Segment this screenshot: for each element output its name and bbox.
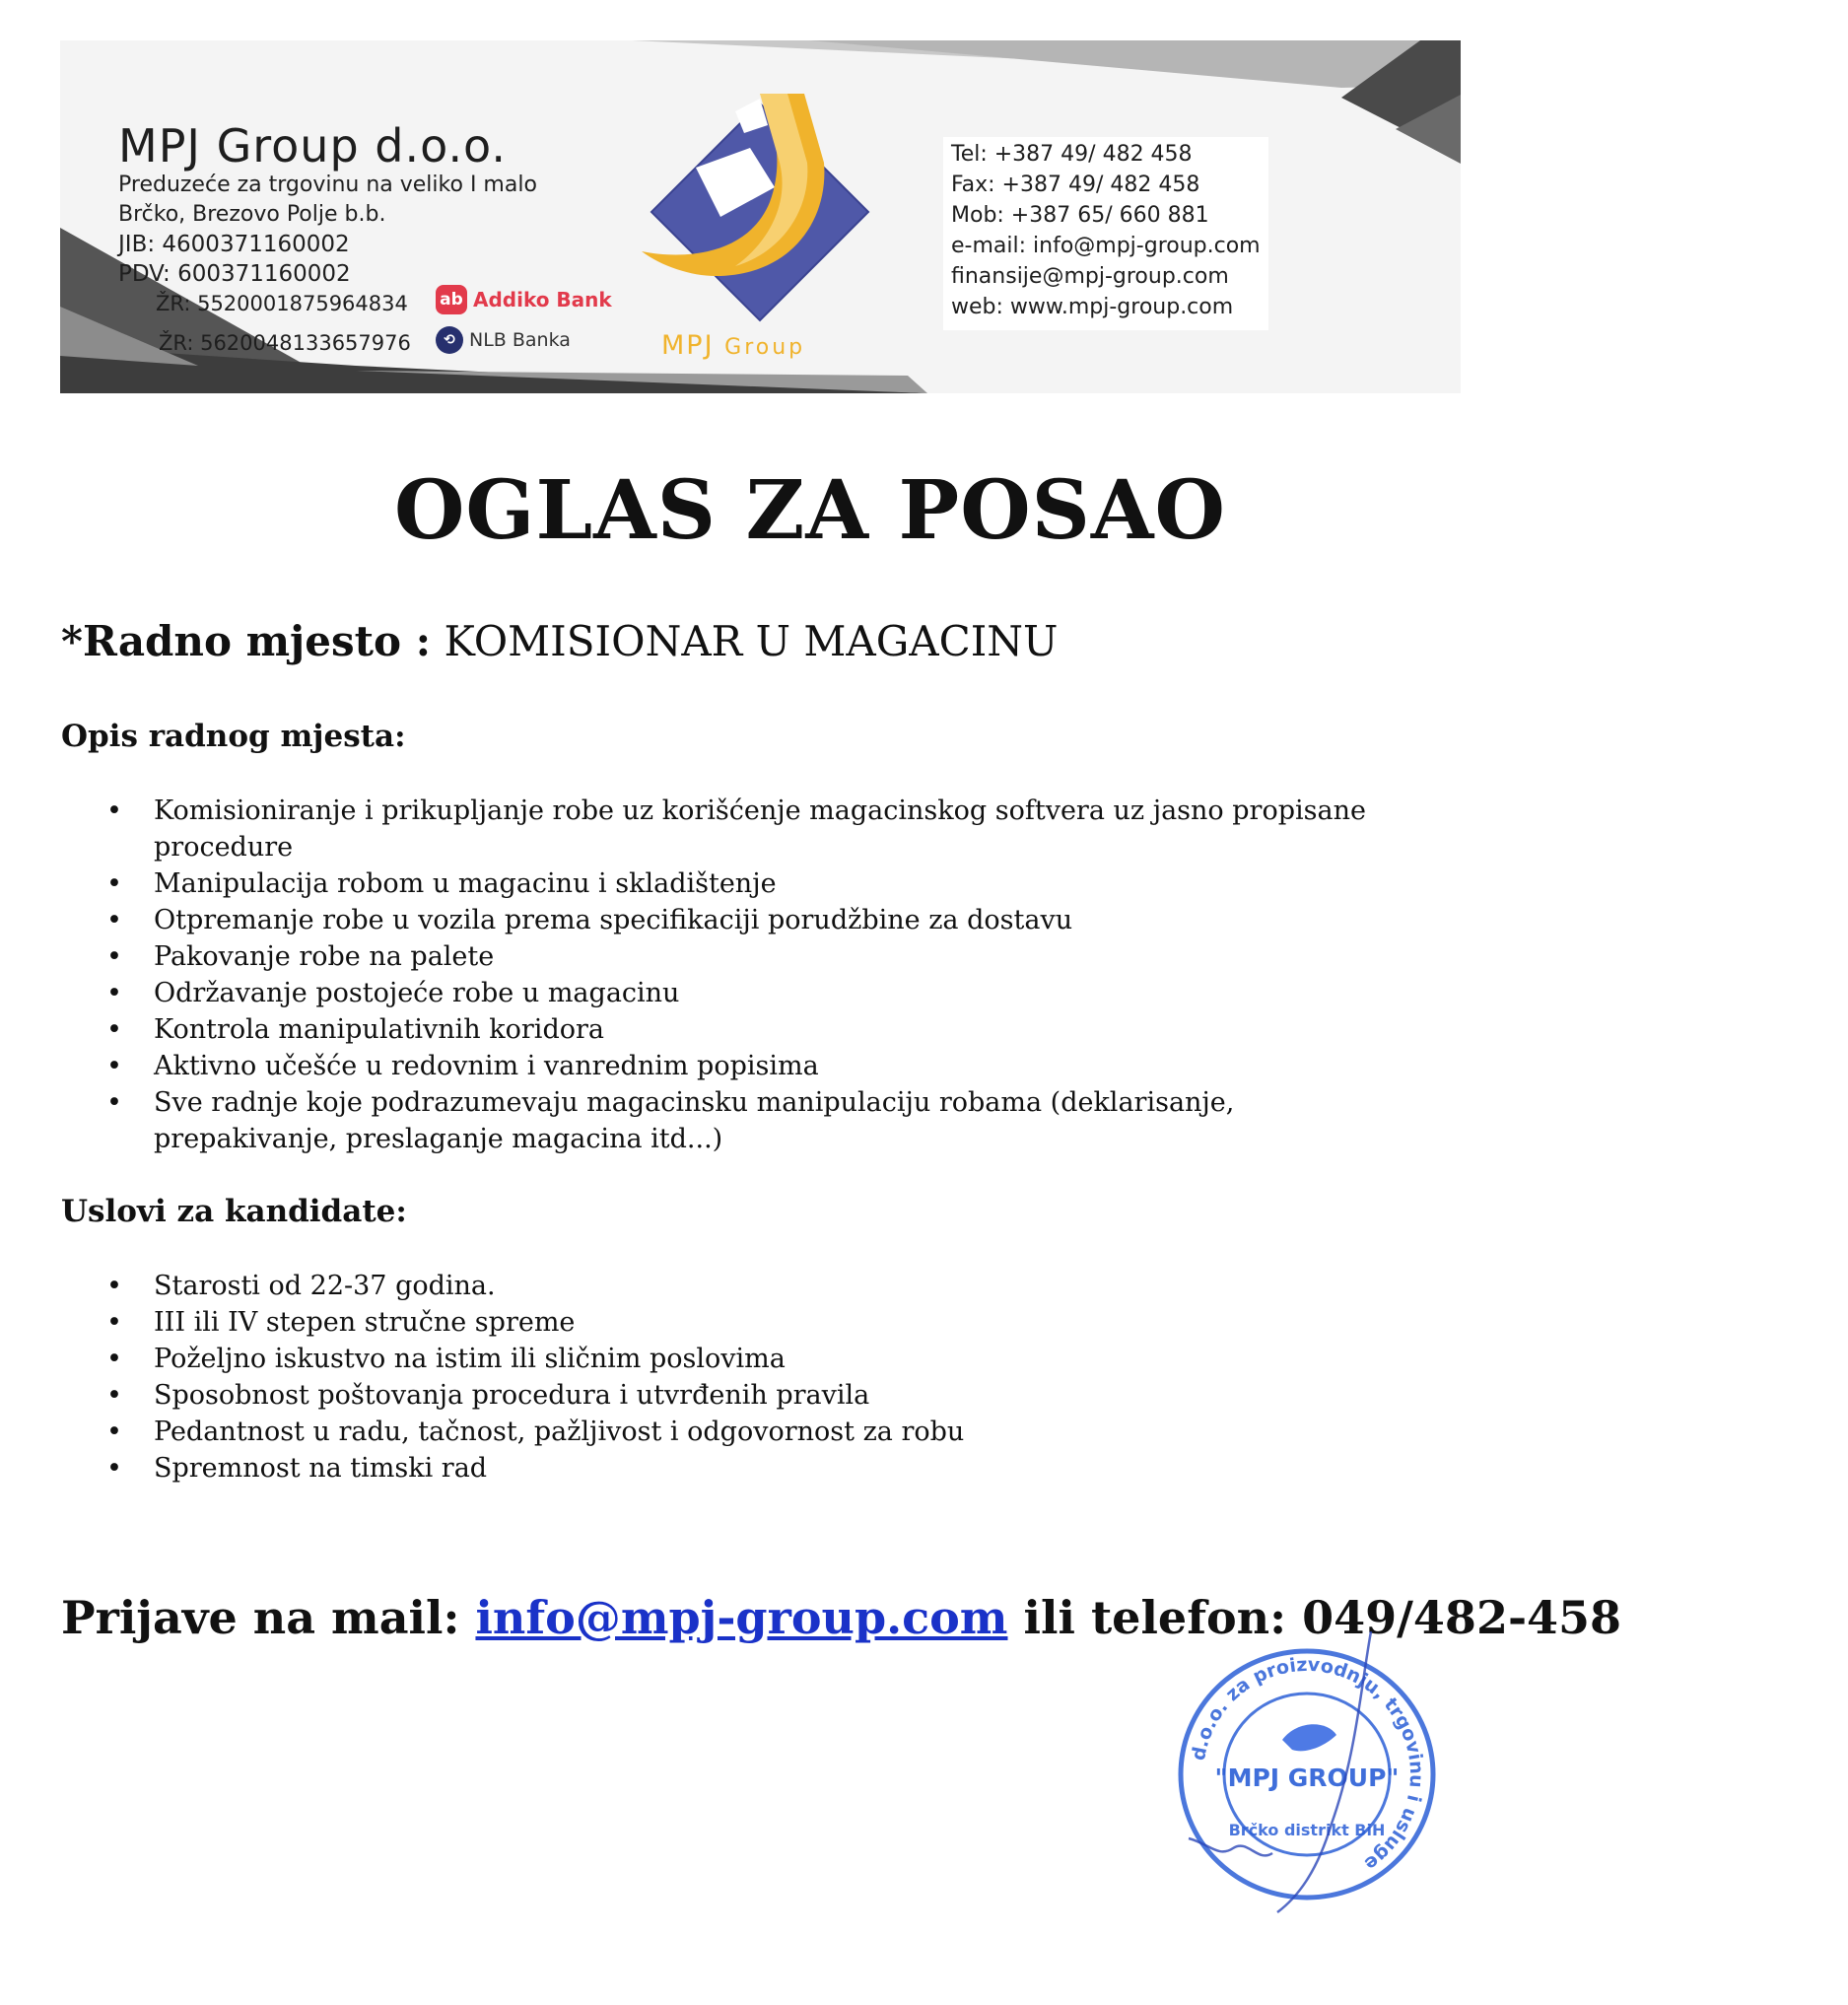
conditions-heading: Uslovi za kandidate: [61,1194,407,1229]
apply-suffix: ili telefon: 049/482-458 [1007,1591,1622,1644]
contact-fax: Fax: +387 49/ 482 458 [951,173,1200,197]
list-item: • Pedantnost u radu, tačnost, pažljivost i odgovornost za robu [0,1414,1415,1450]
position-value: KOMISIONAR U MAGACINU [431,617,1059,665]
apply-email-link[interactable]: info@mpj-group.com [475,1591,1008,1644]
description-list [0,793,1415,1157]
addiko-bank-logo [436,285,612,314]
letterhead [60,40,1461,393]
nlb-bank-name: NLB Banka [469,329,571,351]
stamp-bottom-text: Brčko distrikt BiH [1228,1821,1386,1839]
position-label: *Radno mjesto : [61,617,432,665]
mpj-logo-icon [642,94,878,330]
list-item: • Sposobnost poštovanja procedura i utvrđenih pravila [0,1377,1415,1414]
list-item: • Poželjno iskustvo na istim ili sličnim poslovima [0,1341,1415,1377]
list-item: • Kontrola manipulativnih koridora [0,1011,1415,1048]
contact-finance-email: finansije@mpj-group.com [951,264,1229,289]
list-item: • Manipulacija robom u magacinu i skladištenje [0,865,1415,902]
contact-block [943,137,1268,330]
addiko-badge-icon: ab [436,285,467,314]
list-item: • Održavanje postojeće robe u magacinu [0,975,1415,1011]
company-address: Brčko, Brezovo Polje b.b. [118,202,386,227]
stamp-outer-text: d.o.o. za proizvodnju, trgovinu i usluge [1187,1653,1428,1876]
list-item: • Komisioniranje i prikupljanje robe uz korišćenje magacinskog softvera uz jasno propisane procedure [0,793,1415,865]
nlb-badge-icon: ⟲ [436,326,463,354]
description-heading: Opis radnog mjesta: [61,719,406,754]
contact-tel: Tel: +387 49/ 482 458 [951,142,1193,167]
company-pdv: PDV: 600371160002 [118,261,351,287]
company-block [118,121,537,289]
list-item: • Otpremanje robe u vozila prema specifikaciji porudžbine za dostavu [0,902,1415,938]
list-item: • III ili IV stepen stručne spreme [0,1304,1415,1341]
bank-account-1: ŽR: 5520001875964834 [156,292,408,315]
list-item: • Spremnost na timski rad [0,1450,1415,1486]
page-title: OGLAS ZA POSAO [394,463,1226,558]
list-item: • Sve radnje koje podrazumevaju magacinsku manipulaciju robama (deklarisanje, prepakivanje, preslaganje magacina itd...) [0,1084,1415,1157]
company-description: Preduzeće za trgovinu na veliko I malo [118,173,537,197]
bank-account-2: ŽR: 5620048133657976 [159,331,411,355]
position-line [61,617,1058,665]
company-name: MPJ Group d.o.o. [118,119,508,173]
logo-wordmark [661,330,805,361]
stamp-center-text: "MPJ GROUP" [1214,1763,1400,1792]
apply-prefix: Prijave na mail: [61,1591,476,1644]
contact-email: e-mail: info@mpj-group.com [951,234,1261,258]
list-item: • Starosti od 22-37 godina. [0,1268,1415,1304]
list-item: • Pakovanje robe na palete [0,938,1415,975]
company-jib: JIB: 4600371160002 [118,232,350,257]
logo-wordmark-mpj: MPJ [661,330,715,361]
contact-mob: Mob: +387 65/ 660 881 [951,203,1209,228]
nlb-bank-logo [436,326,571,354]
company-stamp-icon [1159,1626,1455,1922]
conditions-list [0,1268,1415,1486]
list-item: • Aktivno učešće u redovnim i vanrednim popisima [0,1048,1415,1084]
logo-wordmark-group: Group [724,335,806,360]
addiko-bank-name: Addiko Bank [473,288,612,311]
contact-web: web: www.mpj-group.com [951,295,1234,319]
